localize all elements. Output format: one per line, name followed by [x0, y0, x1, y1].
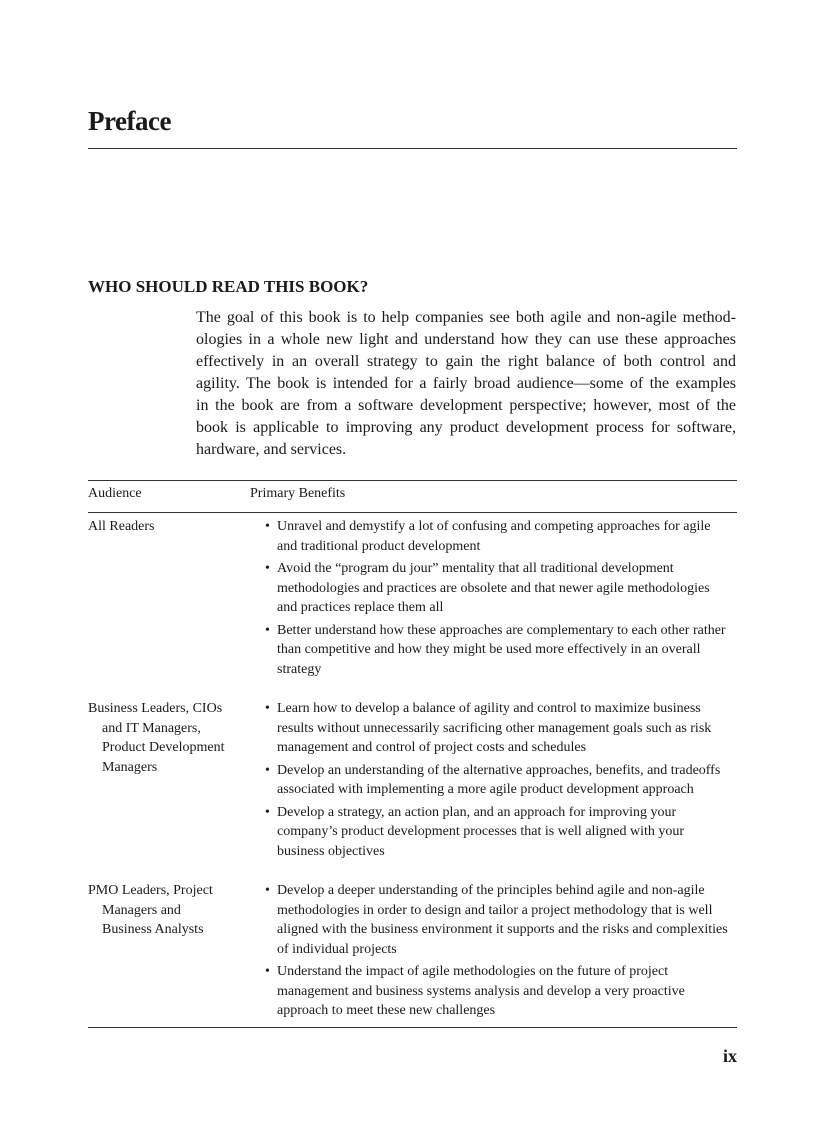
paragraph-line: book is applicable to improving any product development process for software,	[196, 419, 736, 436]
benefit-item	[265, 517, 737, 556]
audience-cell: PMO Leaders, Project Managers and Business Analysts	[88, 883, 213, 937]
table-row	[88, 881, 737, 1024]
table-row	[88, 517, 737, 682]
paragraph-line: ologies in a whole new light and understand how they can use these approaches	[196, 331, 736, 348]
benefit-item	[265, 881, 737, 959]
benefit-text: Develop a deeper understanding of the principles behind agile and non-agile methodologies in order to design and tailor a project methodology that is well aligned with the business environment it supports and the risks and complexities of individual projects	[277, 883, 728, 957]
audience-cell: All Readers	[88, 519, 155, 534]
paragraph-line: hardware, and services.	[196, 441, 347, 458]
benefits-cell	[265, 517, 737, 682]
benefit-text: Develop an understanding of the alternative approaches, benefits, and tradeoffs associated with implementing a more agile product development approach	[277, 762, 721, 797]
paragraph-line: in the book are from a software development perspective; however, most of the	[196, 397, 736, 414]
benefit-text: Unravel and demystify a lot of confusing and competing approaches for agile and traditional product development	[277, 519, 711, 554]
page-title: Preface	[88, 106, 171, 136]
title-rule	[88, 148, 737, 149]
paragraph-line: agility. The book is intended for a fairly broad audience—some of the examples	[196, 375, 736, 392]
table-header-audience: Audience	[88, 486, 142, 501]
audience-table	[88, 517, 737, 1041]
benefit-text: Better understand how these approaches are complementary to each other rather than competitive and how they might be used more effectively in an overall strategy	[277, 622, 726, 677]
benefit-item	[265, 803, 737, 862]
benefit-text: Understand the impact of agile methodologies on the future of project management and business systems analysis and develop a very proactive approach to meet these new challenges	[277, 964, 685, 1018]
table-top-rule	[88, 480, 737, 481]
paragraph-line: effectively in an overall strategy to gain the right balance of both control and	[196, 353, 736, 370]
bullet-icon: •	[265, 762, 270, 778]
paragraph-line: The goal of this book is to help companies see both agile and non-agile method-	[196, 309, 736, 326]
table-row	[88, 699, 737, 864]
bullet-icon: •	[265, 804, 270, 820]
benefit-item	[265, 699, 737, 758]
bullet-icon: •	[265, 519, 270, 534]
benefit-text: Develop a strategy, an action plan, and an approach for improving your company’s product development processes that is well aligned with your business objectives	[277, 804, 685, 859]
bullet-icon: •	[265, 964, 270, 979]
section-heading: WHO SHOULD READ THIS BOOK?	[88, 277, 369, 296]
audience-cell: Business Leaders, CIOs and IT Managers, Product Development Managers	[88, 701, 225, 775]
bullet-icon: •	[265, 561, 270, 576]
table-bottom-rule	[88, 1027, 737, 1028]
benefit-item	[265, 761, 737, 800]
page-number: ix	[722, 1046, 737, 1066]
table-header-benefits: Primary Benefits	[250, 486, 346, 501]
bullet-icon: •	[265, 622, 270, 638]
benefit-text: Avoid the “program du jour” mentality that all traditional development methodologies and practices are obsolete and that newer agile methodologies and practices replace them all	[277, 561, 710, 615]
intro-paragraph	[196, 307, 736, 461]
benefit-item	[265, 559, 737, 618]
benefit-item	[265, 962, 737, 1021]
table-header-rule	[88, 512, 737, 513]
benefits-cell	[265, 699, 737, 864]
benefit-item	[265, 621, 737, 680]
bullet-icon: •	[265, 883, 270, 898]
benefits-cell	[265, 881, 737, 1024]
bullet-icon: •	[265, 701, 270, 716]
benefit-text: Learn how to develop a balance of agility and control to maximize business results without unnecessarily sacrificing other management goals such as risk management and control of project costs and schedules	[277, 701, 712, 755]
